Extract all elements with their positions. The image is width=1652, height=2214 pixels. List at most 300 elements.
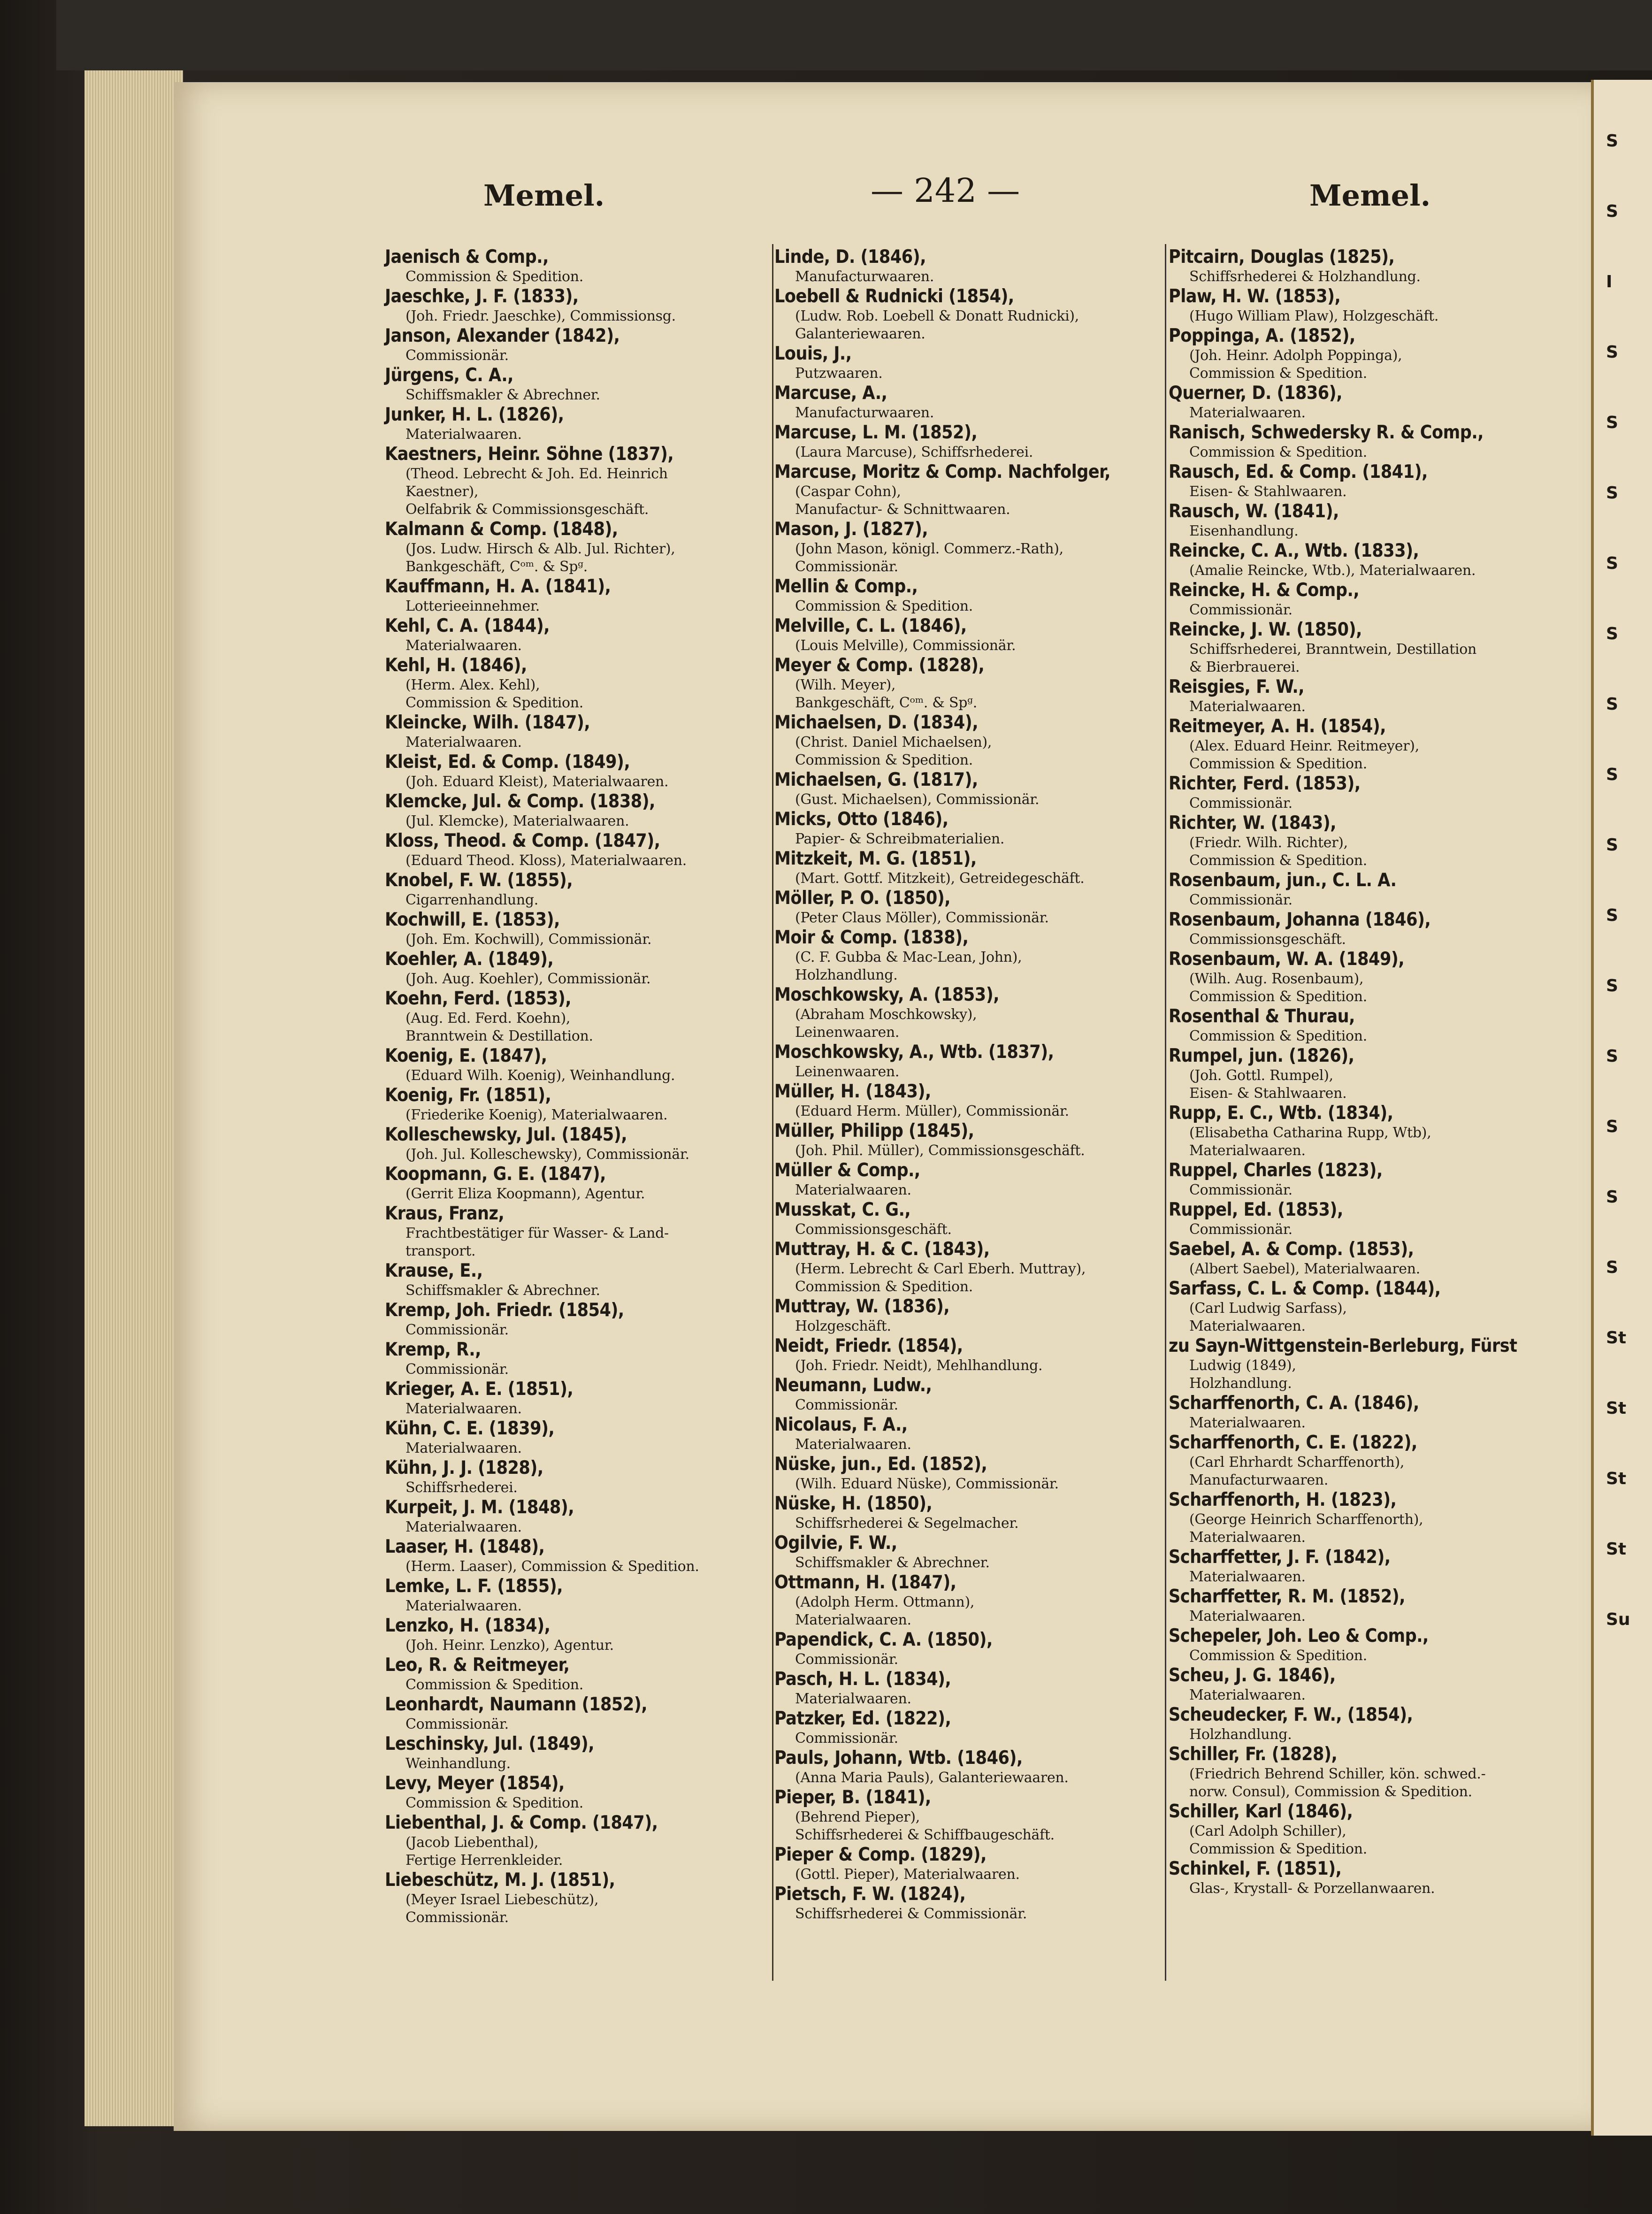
directory-entry: [1169, 461, 1572, 501]
entry-detail: (Joh. Heinr. Lenzko), Agentur.: [405, 1637, 614, 1654]
right-page-letter: St: [1606, 1540, 1627, 1559]
entry-detail: (Carl Ludwig Sarfass),: [1189, 1300, 1347, 1317]
entry-detail: Materialwaaren.: [1189, 1569, 1306, 1585]
right-page-letter: S: [1606, 1258, 1618, 1277]
right-page-letter: St: [1606, 1469, 1627, 1488]
directory-entry: [774, 1629, 1183, 1669]
directory-entry: [1169, 676, 1572, 716]
directory-entry: [385, 1694, 774, 1733]
entry-detail: Commissionär.: [1189, 795, 1293, 812]
entry-detail: (Hugo William Plaw), Holzgeschäft.: [1189, 308, 1439, 324]
entry-detail: (Eduard Herm. Müller), Commissionär.: [795, 1103, 1069, 1119]
entry-name: Kloss, Theod. & Comp. (1847),: [385, 830, 660, 851]
entry-detail: Schiffsmakler & Abrechner.: [405, 387, 600, 403]
entry-detail: Bankgeschäft, Cᵒᵐ. & Spᵍ.: [795, 695, 978, 711]
directory-entry: [774, 286, 1183, 343]
entry-name: Leonhardt, Naumann (1852),: [385, 1694, 648, 1715]
directory-entry: [1169, 1704, 1572, 1744]
directory-entry: [1169, 1045, 1572, 1103]
entry-name: Kremp, Joh. Friedr. (1854),: [385, 1300, 624, 1321]
directory-entry: [774, 1296, 1183, 1335]
right-page-letter: S: [1606, 695, 1618, 714]
entry-name: Koopmann, G. E. (1847),: [385, 1164, 606, 1185]
entry-name: Saebel, A. & Comp. (1853),: [1169, 1239, 1414, 1260]
entry-detail: Materialwaaren.: [405, 1401, 522, 1417]
right-page-edge: [1591, 80, 1652, 2136]
entry-detail: Schiffsrhederei & Schiffbaugeschäft.: [795, 1827, 1055, 1843]
entry-name: Melville, C. L. (1846),: [774, 615, 967, 636]
directory-entry: [385, 1418, 774, 1457]
entry-detail: Bankgeschäft, Cᵒᵐ. & Spᵍ.: [405, 559, 588, 575]
directory-entry: [774, 1747, 1183, 1787]
entry-detail: (Ludw. Rob. Loebell & Donatt Rudnicki),: [795, 308, 1079, 324]
directory-entry: [1169, 949, 1572, 1006]
entry-name: Scharffenorth, C. A. (1846),: [1169, 1393, 1419, 1414]
directory-entry: [1169, 909, 1572, 949]
directory-entry: [385, 1203, 774, 1260]
entry-name: Patzker, Ed. (1822),: [774, 1708, 951, 1729]
entry-name: Müller, H. (1843),: [774, 1081, 931, 1102]
entry-name: Kurpeit, J. M. (1848),: [385, 1497, 574, 1518]
entry-name: Schinkel, F. (1851),: [1169, 1858, 1342, 1879]
directory-entry: [1169, 325, 1572, 383]
entry-detail: Lotterieeinnehmer.: [405, 598, 540, 614]
right-page-letter: S: [1606, 1117, 1618, 1136]
directory-entry: [1169, 246, 1572, 286]
entry-name: Kochwill, E. (1853),: [385, 909, 560, 930]
directory-entry: [774, 1414, 1183, 1454]
directory-entry: [1169, 619, 1572, 676]
entry-name: Mitzkeit, M. G. (1851),: [774, 848, 977, 869]
entry-name: Rosenthal & Thurau,: [1169, 1006, 1355, 1027]
directory-column-3: [1169, 246, 1572, 1898]
entry-name: Leo, R. & Reitmeyer,: [385, 1655, 570, 1676]
entry-name: Rosenbaum, Johanna (1846),: [1169, 909, 1431, 930]
directory-entry: [774, 1335, 1183, 1375]
entry-detail: (Jos. Ludw. Hirsch & Alb. Jul. Richter),: [405, 541, 675, 557]
entry-detail: Commissionär.: [405, 1322, 509, 1338]
entry-detail: (Mart. Gottf. Mitzkeit), Getreidegeschäft.: [795, 870, 1085, 887]
entry-name: Koehler, A. (1849),: [385, 949, 554, 970]
entry-name: Linde, D. (1846),: [774, 246, 926, 268]
entry-detail: Schiffsrhederei.: [405, 1479, 518, 1496]
entry-detail: Commissionsgeschäft.: [1189, 931, 1346, 948]
entry-detail: (Carl Ehrhardt Scharffenorth),: [1189, 1454, 1405, 1471]
entry-name: Kaestners, Heinr. Söhne (1837),: [385, 444, 674, 465]
directory-entry: [774, 1199, 1183, 1239]
directory-entry: [385, 1260, 774, 1300]
entry-name: Scharffetter, J. F. (1842),: [1169, 1547, 1391, 1568]
entry-name: Scharffenorth, H. (1823),: [1169, 1489, 1397, 1510]
entry-name: Liebenthal, J. & Comp. (1847),: [385, 1812, 658, 1833]
entry-name: Reincke, H. & Comp.,: [1169, 580, 1360, 601]
entry-detail: Commissionär.: [795, 1730, 898, 1747]
directory-entry: [774, 383, 1183, 422]
entry-name: Marcuse, A.,: [774, 383, 887, 404]
directory-entry: [1169, 773, 1572, 812]
entry-name: Nicolaus, F. A.,: [774, 1414, 908, 1435]
entry-detail: (Joh. Heinr. Adolph Poppinga),: [1189, 347, 1402, 364]
entry-detail: Schiffsrhederei & Holzhandlung.: [1189, 268, 1421, 285]
entry-detail: Commissionär.: [1189, 1182, 1293, 1198]
entry-detail: Commission & Spedition.: [1189, 756, 1368, 772]
entry-name: Koenig, Fr. (1851),: [385, 1085, 551, 1106]
entry-detail: Galanteriewaaren.: [795, 326, 925, 342]
directory-entry: [774, 848, 1183, 888]
directory-entry: [774, 655, 1183, 712]
entry-detail: Materialwaaren.: [1189, 405, 1306, 421]
entry-detail: (Gust. Michaelsen), Commissionär.: [795, 791, 1040, 808]
directory-entry: [385, 1045, 774, 1085]
entry-detail: Commissionär.: [405, 347, 509, 364]
directory-entry: [1169, 812, 1572, 870]
directory-entry: [385, 325, 774, 365]
entry-detail: Commission & Spedition.: [1189, 444, 1368, 460]
right-page-letter: S: [1606, 413, 1618, 432]
entry-detail: Materialwaaren.: [795, 1182, 911, 1198]
entry-name: Kehl, H. (1846),: [385, 655, 527, 676]
entry-name: Pieper, B. (1841),: [774, 1787, 931, 1808]
entry-detail: (Laura Marcuse), Schiffsrhederei.: [795, 444, 1033, 460]
entry-name: Reisgies, F. W.,: [1169, 676, 1305, 697]
entry-detail: Commission & Spedition.: [795, 752, 973, 768]
entry-detail: Holzhandlung.: [795, 967, 898, 983]
entry-detail: (Elisabetha Catharina Rupp, Wtb),: [1189, 1125, 1431, 1141]
entry-detail: (Gottl. Pieper), Materialwaaren.: [795, 1866, 1020, 1883]
entry-name: Scheu, J. G. 1846),: [1169, 1665, 1336, 1686]
directory-entry: [1169, 1160, 1572, 1199]
directory-entry: [385, 712, 774, 751]
directory-entry: [774, 246, 1183, 286]
directory-entry: [385, 1497, 774, 1536]
entry-detail: (Anna Maria Pauls), Galanteriewaaren.: [795, 1770, 1069, 1786]
directory-entry: [774, 1787, 1183, 1844]
directory-entry: [774, 809, 1183, 848]
entry-detail: Eisen- & Stahlwaaren.: [1189, 1085, 1347, 1102]
entry-detail: & Bierbrauerei.: [1189, 659, 1300, 675]
entry-detail: Commission & Spedition.: [1189, 852, 1368, 869]
entry-detail: Materialwaaren.: [795, 1436, 911, 1453]
entry-detail: Commissionsgeschäft.: [795, 1221, 952, 1238]
entry-name: Lemke, L. F. (1855),: [385, 1576, 563, 1597]
entry-detail: (Joh. Jul. Kolleschewsky), Commissionär.: [405, 1146, 689, 1163]
entry-detail: Commissionär.: [405, 1716, 509, 1732]
entry-detail: Materialwaaren.: [1189, 1529, 1306, 1546]
right-page-letter: S: [1606, 765, 1618, 784]
entry-name: Micks, Otto (1846),: [774, 809, 948, 830]
entry-detail: (Friedrich Behrend Schiller, kön. schwed.-: [1189, 1766, 1486, 1782]
entry-name: Pitcairn, Douglas (1825),: [1169, 246, 1395, 268]
entry-name: Schiller, Fr. (1828),: [1169, 1744, 1338, 1765]
entry-detail: Schiffsrhederei & Commissionär.: [795, 1906, 1027, 1922]
entry-name: Kühn, C. E. (1839),: [385, 1418, 555, 1439]
entry-detail: (Meyer Israel Liebeschütz),: [405, 1892, 599, 1908]
directory-entry: [1169, 1586, 1572, 1625]
directory-entry: [385, 655, 774, 712]
page-edges: [84, 70, 183, 2126]
directory-entry: [774, 888, 1183, 927]
entry-detail: Commission & Spedition.: [1189, 1647, 1368, 1664]
entry-name: Richter, W. (1843),: [1169, 812, 1337, 834]
entry-detail: (Carl Adolph Schiller),: [1189, 1823, 1346, 1839]
directory-entry: [774, 712, 1183, 769]
entry-name: Lenzko, H. (1834),: [385, 1615, 551, 1636]
entry-detail: (Albert Saebel), Materialwaaren.: [1189, 1261, 1421, 1277]
directory-entry: [774, 1454, 1183, 1493]
entry-name: Kehl, C. A. (1844),: [385, 615, 550, 636]
entry-name: Leschinsky, Jul. (1849),: [385, 1733, 595, 1754]
directory-entry: [1169, 1006, 1572, 1045]
entry-detail: (Herm. Lebrecht & Carl Eberh. Muttray),: [795, 1261, 1086, 1277]
entry-name: Kalmann & Comp. (1848),: [385, 519, 618, 540]
directory-entry: [1169, 870, 1572, 909]
directory-entry: [385, 1339, 774, 1379]
entry-detail: (Wilh. Meyer),: [795, 677, 896, 693]
entry-name: Pietsch, F. W. (1824),: [774, 1884, 966, 1905]
directory-entry: [385, 1300, 774, 1339]
entry-detail: (Caspar Cohn),: [795, 483, 901, 500]
directory-entry: [385, 444, 774, 519]
entry-detail: (Alex. Eduard Heinr. Reitmeyer),: [1189, 738, 1419, 754]
entry-detail: Commission & Spedition.: [405, 1677, 584, 1693]
entry-name: Scharffetter, R. M. (1852),: [1169, 1586, 1406, 1607]
directory-entry: [774, 519, 1183, 576]
entry-detail: Branntwein & Destillation.: [405, 1028, 593, 1044]
entry-name: Papendick, C. A. (1850),: [774, 1629, 993, 1650]
entry-name: Pieper & Comp. (1829),: [774, 1844, 987, 1865]
entry-detail: Manufacturwaaren.: [795, 405, 934, 421]
entry-detail: Commission & Spedition.: [405, 695, 584, 711]
entry-name: Michaelsen, G. (1817),: [774, 769, 978, 790]
directory-entry: [385, 791, 774, 830]
entry-detail: Commissionär.: [405, 1909, 509, 1926]
entry-detail: Leinenwaaren.: [795, 1064, 900, 1080]
entry-detail: (Eduard Theod. Kloss), Materialwaaren.: [405, 852, 687, 869]
directory-entry: [385, 1733, 774, 1773]
directory-entry: [1169, 1103, 1572, 1160]
directory-entry: [1169, 1393, 1572, 1432]
entry-detail: Schiffsrhederei, Branntwein, Destillation: [1189, 641, 1477, 658]
entry-name: Louis, J.,: [774, 343, 852, 364]
entry-name: Liebeschütz, M. J. (1851),: [385, 1869, 615, 1891]
entry-name: Rumpel, jun. (1826),: [1169, 1045, 1354, 1066]
page-number: — 242 —: [871, 171, 1020, 210]
directory-entry: [385, 1536, 774, 1576]
right-page-letter: S: [1606, 1047, 1618, 1066]
directory-entry: [385, 870, 774, 909]
directory-entry: [385, 1085, 774, 1124]
entry-name: Moschkowsky, A. (1853),: [774, 984, 1000, 1005]
directory-entry: [1169, 1489, 1572, 1547]
entry-name: Koehn, Ferd. (1853),: [385, 988, 572, 1009]
entry-name: Ogilvie, F. W.,: [774, 1532, 897, 1554]
right-page-letter: St: [1606, 1399, 1627, 1418]
entry-name: Marcuse, L. M. (1852),: [774, 422, 978, 443]
entry-detail: Putzwaaren.: [795, 365, 883, 382]
entry-detail: (Wilh. Eduard Nüske), Commissionär.: [795, 1476, 1059, 1492]
directory-entry: [774, 343, 1183, 383]
entry-name: Jürgens, C. A.,: [385, 365, 513, 386]
entry-name: Meyer & Comp. (1828),: [774, 655, 985, 676]
directory-column-2: [774, 246, 1183, 1923]
entry-name: Levy, Meyer (1854),: [385, 1773, 565, 1794]
entry-name: Schepeler, Joh. Leo & Comp.,: [1169, 1625, 1429, 1647]
entry-name: Neidt, Friedr. (1854),: [774, 1335, 963, 1356]
entry-detail: Holzhandlung.: [1189, 1726, 1292, 1743]
entry-name: Reincke, C. A., Wtb. (1833),: [1169, 540, 1419, 561]
directory-entry: [774, 1669, 1183, 1708]
directory-entry: [774, 1375, 1183, 1414]
directory-entry: [774, 1572, 1183, 1629]
right-page-letter: S: [1606, 976, 1618, 996]
directory-entry: [385, 830, 774, 870]
directory-entry: [774, 1239, 1183, 1296]
directory-entry: [1169, 1239, 1572, 1278]
entry-detail: Glas-, Krystall- & Porzellanwaaren.: [1189, 1880, 1435, 1897]
entry-detail: (Friedr. Wilh. Richter),: [1189, 835, 1348, 851]
entry-name: Mason, J. (1827),: [774, 519, 928, 540]
entry-detail: Materialwaaren.: [1189, 1687, 1306, 1703]
entry-detail: Materialwaaren.: [405, 426, 522, 443]
entry-name: Rupp, E. C., Wtb. (1834),: [1169, 1103, 1393, 1124]
entry-detail: Materialwaaren.: [1189, 1318, 1306, 1334]
directory-entry: [385, 1457, 774, 1497]
entry-name: Müller, Philipp (1845),: [774, 1120, 974, 1141]
entry-name: Müller & Comp.,: [774, 1160, 920, 1181]
entry-name: Marcuse, Moritz & Comp. Nachfolger,: [774, 461, 1111, 483]
entry-detail: Materialwaaren.: [405, 637, 522, 654]
entry-detail: (Joh. Em. Kochwill), Commissionär.: [405, 931, 652, 948]
directory-entry: [1169, 1665, 1572, 1704]
running-head-right: Memel.: [1309, 178, 1431, 213]
directory-entry: [1169, 580, 1572, 619]
entry-detail: (Louis Melville), Commissionär.: [795, 637, 1016, 654]
entry-detail: (Joh. Phil. Müller), Commissionsgeschäft.: [795, 1142, 1085, 1159]
entry-name: Kauffmann, H. A. (1841),: [385, 576, 611, 597]
directory-entry: [385, 1869, 774, 1927]
directory-entry: [1169, 1547, 1572, 1586]
entry-name: Richter, Ferd. (1853),: [1169, 773, 1361, 794]
directory-entry: [1169, 1801, 1572, 1858]
entry-detail: Commissionär.: [795, 1397, 898, 1413]
directory-column-1: [385, 246, 774, 1927]
entry-detail: (George Heinrich Scharffenorth),: [1189, 1511, 1423, 1528]
entry-name: Michaelsen, D. (1834),: [774, 712, 979, 733]
entry-detail: Commission & Spedition.: [405, 268, 584, 285]
entry-name: Scheudecker, F. W., (1854),: [1169, 1704, 1413, 1725]
entry-detail: (Joh. Friedr. Neidt), Mehlhandlung.: [795, 1357, 1043, 1374]
right-page-letter: S: [1606, 131, 1618, 151]
directory-entry: [385, 1379, 774, 1418]
directory-entry: [385, 751, 774, 791]
directory-entry: [1169, 1199, 1572, 1239]
entry-name: Querner, D. (1836),: [1169, 383, 1343, 404]
directory-entry: [385, 1773, 774, 1812]
entry-detail: Commission & Spedition.: [1189, 365, 1368, 382]
entry-name: Krause, E.,: [385, 1260, 483, 1281]
entry-detail: Schiffsmakler & Abrechner.: [405, 1282, 600, 1299]
directory-entry: [1169, 501, 1572, 540]
entry-detail: Commissionär.: [795, 1651, 898, 1668]
entry-detail: Commission & Spedition.: [795, 1279, 973, 1295]
directory-entry: [385, 404, 774, 444]
entry-detail: (Jacob Liebenthal),: [405, 1834, 539, 1851]
directory-entry: [385, 1615, 774, 1655]
entry-name: Pauls, Johann, Wtb. (1846),: [774, 1747, 1023, 1769]
entry-name: Klemcke, Jul. & Comp. (1838),: [385, 791, 656, 812]
entry-name: Kleist, Ed. & Comp. (1849),: [385, 751, 630, 773]
right-page-letter: S: [1606, 343, 1618, 362]
entry-name: Ottmann, H. (1847),: [774, 1572, 956, 1593]
directory-entry: [774, 1532, 1183, 1572]
entry-detail: Commissionär.: [1189, 892, 1293, 908]
entry-detail: (Joh. Eduard Kleist), Materialwaaren.: [405, 774, 669, 790]
directory-entry: [385, 1655, 774, 1694]
directory-entry: [1169, 716, 1572, 773]
directory-entry: [1169, 286, 1572, 325]
directory-entry: [385, 576, 774, 615]
entry-name: Rosenbaum, jun., C. L. A.: [1169, 870, 1397, 891]
entry-name: Ruppel, Ed. (1853),: [1169, 1199, 1343, 1220]
directory-entry: [774, 1844, 1183, 1884]
entry-detail: Fertige Herrenkleider.: [405, 1852, 563, 1869]
entry-name: Kraus, Franz,: [385, 1203, 505, 1224]
entry-detail: (Amalie Reincke, Wtb.), Materialwaaren.: [1189, 562, 1476, 579]
entry-detail: (Peter Claus Möller), Commissionär.: [795, 910, 1049, 926]
entry-detail: Schiffsmakler & Abrechner.: [795, 1555, 990, 1571]
entry-detail: Manufactur- & Schnittwaaren.: [795, 501, 1010, 518]
entry-name: Moschkowsky, A., Wtb. (1837),: [774, 1042, 1054, 1063]
entry-detail: Materialwaaren.: [1189, 1142, 1306, 1159]
entry-detail: Holzhandlung.: [1189, 1375, 1292, 1392]
book-cover-top: [56, 0, 1652, 70]
entry-detail: (Christ. Daniel Michaelsen),: [795, 734, 992, 751]
entry-detail: (Joh. Friedr. Jaeschke), Commissionsg.: [405, 308, 676, 324]
entry-detail: (Theod. Lebrecht & Joh. Ed. Heinrich: [405, 466, 668, 482]
directory-entry: [1169, 1625, 1572, 1665]
directory-entry: [774, 576, 1183, 615]
entry-detail: Cigarrenhandlung.: [405, 892, 539, 908]
directory-entry: [1169, 1278, 1572, 1335]
entry-name: Kleincke, Wilh. (1847),: [385, 712, 590, 733]
entry-name: Jaeschke, J. F. (1833),: [385, 286, 579, 307]
right-page-letter: St: [1606, 1328, 1627, 1348]
right-page-letter: I: [1606, 272, 1613, 291]
directory-entry: [1169, 1432, 1572, 1489]
entry-name: Koenig, E. (1847),: [385, 1045, 547, 1066]
entry-name: Schiller, Karl (1846),: [1169, 1801, 1353, 1822]
entry-detail: (Adolph Herm. Ottmann),: [795, 1594, 975, 1610]
entry-name: Kühn, J. J. (1828),: [385, 1457, 543, 1479]
entry-name: Muttray, W. (1836),: [774, 1296, 950, 1317]
entry-name: Neumann, Ludw.,: [774, 1375, 932, 1396]
directory-entry: [774, 1708, 1183, 1747]
directory-entry: [1169, 1335, 1572, 1393]
entry-detail: (Wilh. Aug. Rosenbaum),: [1189, 971, 1364, 987]
entry-detail: Materialwaaren.: [1189, 1608, 1306, 1624]
entry-name: Nüske, H. (1850),: [774, 1493, 933, 1514]
directory-entry: [385, 615, 774, 655]
directory-entry: [385, 988, 774, 1045]
entry-detail: Leinenwaaren.: [795, 1024, 900, 1041]
entry-detail: (Aug. Ed. Ferd. Koehn),: [405, 1010, 571, 1027]
entry-name: Plaw, H. W. (1853),: [1169, 286, 1341, 307]
directory-entry: [774, 422, 1183, 461]
entry-detail: Kaestner),: [405, 483, 479, 500]
entry-name: Möller, P. O. (1850),: [774, 888, 951, 909]
entry-detail: (Herm. Alex. Kehl),: [405, 677, 540, 693]
entry-detail: Commission & Spedition.: [1189, 1841, 1368, 1857]
